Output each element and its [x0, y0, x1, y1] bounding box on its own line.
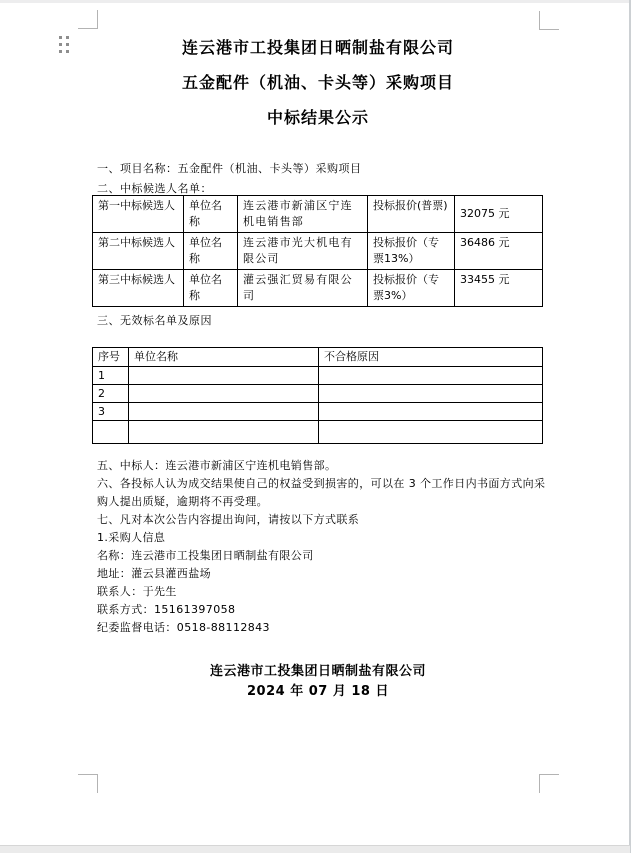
table-row [93, 367, 543, 385]
purchaser-name: 名称：连云港市工投集团日晒制盐有限公司 [97, 549, 314, 562]
header-unit-name: 单位名称 [129, 348, 319, 367]
table-row [93, 385, 543, 403]
price-label-cell: 投标报价（专票13%） [368, 233, 455, 270]
header-reason: 不合格原因 [319, 348, 543, 367]
window-bottom-strip [0, 845, 630, 853]
signature-date: 2024 年 07 月 18 日 [247, 684, 389, 699]
table-row [93, 196, 543, 233]
section-5-winner: 五、中标人：连云港市新浦区宁连机电销售部。 [97, 459, 337, 472]
company-name-cell: 灌云强汇贸易有限公司 [238, 270, 368, 307]
page-right-edge [629, 0, 631, 853]
purchaser-contact-person: 联系人：于先生 [97, 585, 177, 598]
price-label-cell: 投标报价(普票) [368, 196, 455, 233]
serial-cell: 3 [93, 403, 129, 421]
company-name-cell: 连云港市新浦区宁连机电销售部 [238, 196, 368, 233]
unit-label-cell: 单位名称 [184, 196, 238, 233]
candidate-rank-cell: 第一中标候选人 [93, 196, 184, 233]
table-header-row [93, 348, 543, 367]
supervision-phone: 纪委监督电话：0518-88112843 [97, 621, 270, 634]
table-row [93, 270, 543, 307]
candidate-rank-cell: 第三中标候选人 [93, 270, 184, 307]
window-top-strip [0, 0, 630, 3]
unit-cell [129, 385, 319, 403]
invalid-bids-table [92, 347, 543, 444]
header-serial: 序号 [93, 348, 129, 367]
title-announcement-line: 中标结果公示 [266, 108, 369, 127]
unit-cell [129, 403, 319, 421]
section-3-invalid-bids-heading: 三、无效标名单及原因 [97, 314, 212, 327]
unit-cell [129, 421, 319, 444]
serial-cell [93, 421, 129, 444]
purchaser-address: 地址：灌云县灌西盐场 [97, 567, 211, 580]
signature-company: 连云港市工投集团日晒制盐有限公司 [209, 664, 426, 679]
table-row [93, 403, 543, 421]
document-title-block [97, 30, 539, 135]
table-row [93, 233, 543, 270]
crop-mark-bottom-right-icon [539, 774, 559, 793]
amount-cell: 36486 元 [455, 233, 543, 270]
six-dot-drag-handle-icon[interactable] [59, 36, 69, 53]
amount-cell: 33455 元 [455, 270, 543, 307]
reason-cell [319, 385, 543, 403]
unit-cell [129, 367, 319, 385]
unit-label-cell: 单位名称 [184, 270, 238, 307]
candidates-table [92, 195, 543, 307]
purchaser-phone: 联系方式：15161397058 [97, 603, 236, 616]
serial-cell: 1 [93, 367, 129, 385]
price-label-cell: 投标报价（专票3%） [368, 270, 455, 307]
unit-label-cell: 单位名称 [184, 233, 238, 270]
reason-cell [319, 421, 543, 444]
title-company-line: 连云港市工投集团日晒制盐有限公司 [181, 38, 454, 57]
amount-cell: 32075 元 [455, 196, 543, 233]
reason-cell [319, 367, 543, 385]
reason-cell [319, 403, 543, 421]
title-project-line: 五金配件（机油、卡头等）采购项目 [181, 73, 454, 92]
sections-5-to-7-block [97, 457, 548, 637]
crop-mark-top-right-icon [539, 11, 559, 30]
company-name-cell: 连云港市光大机电有限公司 [238, 233, 368, 270]
section-3-block [97, 314, 212, 328]
purchaser-info-heading: 1.采购人信息 [97, 531, 166, 544]
signature-block [97, 662, 539, 702]
crop-mark-top-left-icon [78, 10, 98, 29]
section-7-contact-notice: 七、凡对本次公告内容提出询问，请按以下方式联系 [97, 513, 360, 526]
candidate-rank-cell: 第二中标候选人 [93, 233, 184, 270]
section-1-2-block [97, 159, 362, 199]
crop-mark-bottom-left-icon [78, 774, 98, 793]
section-2-candidate-list-heading: 二、中标候选人名单： [97, 182, 212, 195]
section-6-objection-notice: 六、各投标人认为成交结果使自己的权益受到损害的，可以在 3 个工作日内书面方式向采购人提出质疑，逾期将不再受理。 [97, 477, 546, 508]
section-1-project-name: 一、项目名称：五金配件（机油、卡头等）采购项目 [97, 162, 362, 175]
serial-cell: 2 [93, 385, 129, 403]
table-row [93, 421, 543, 444]
